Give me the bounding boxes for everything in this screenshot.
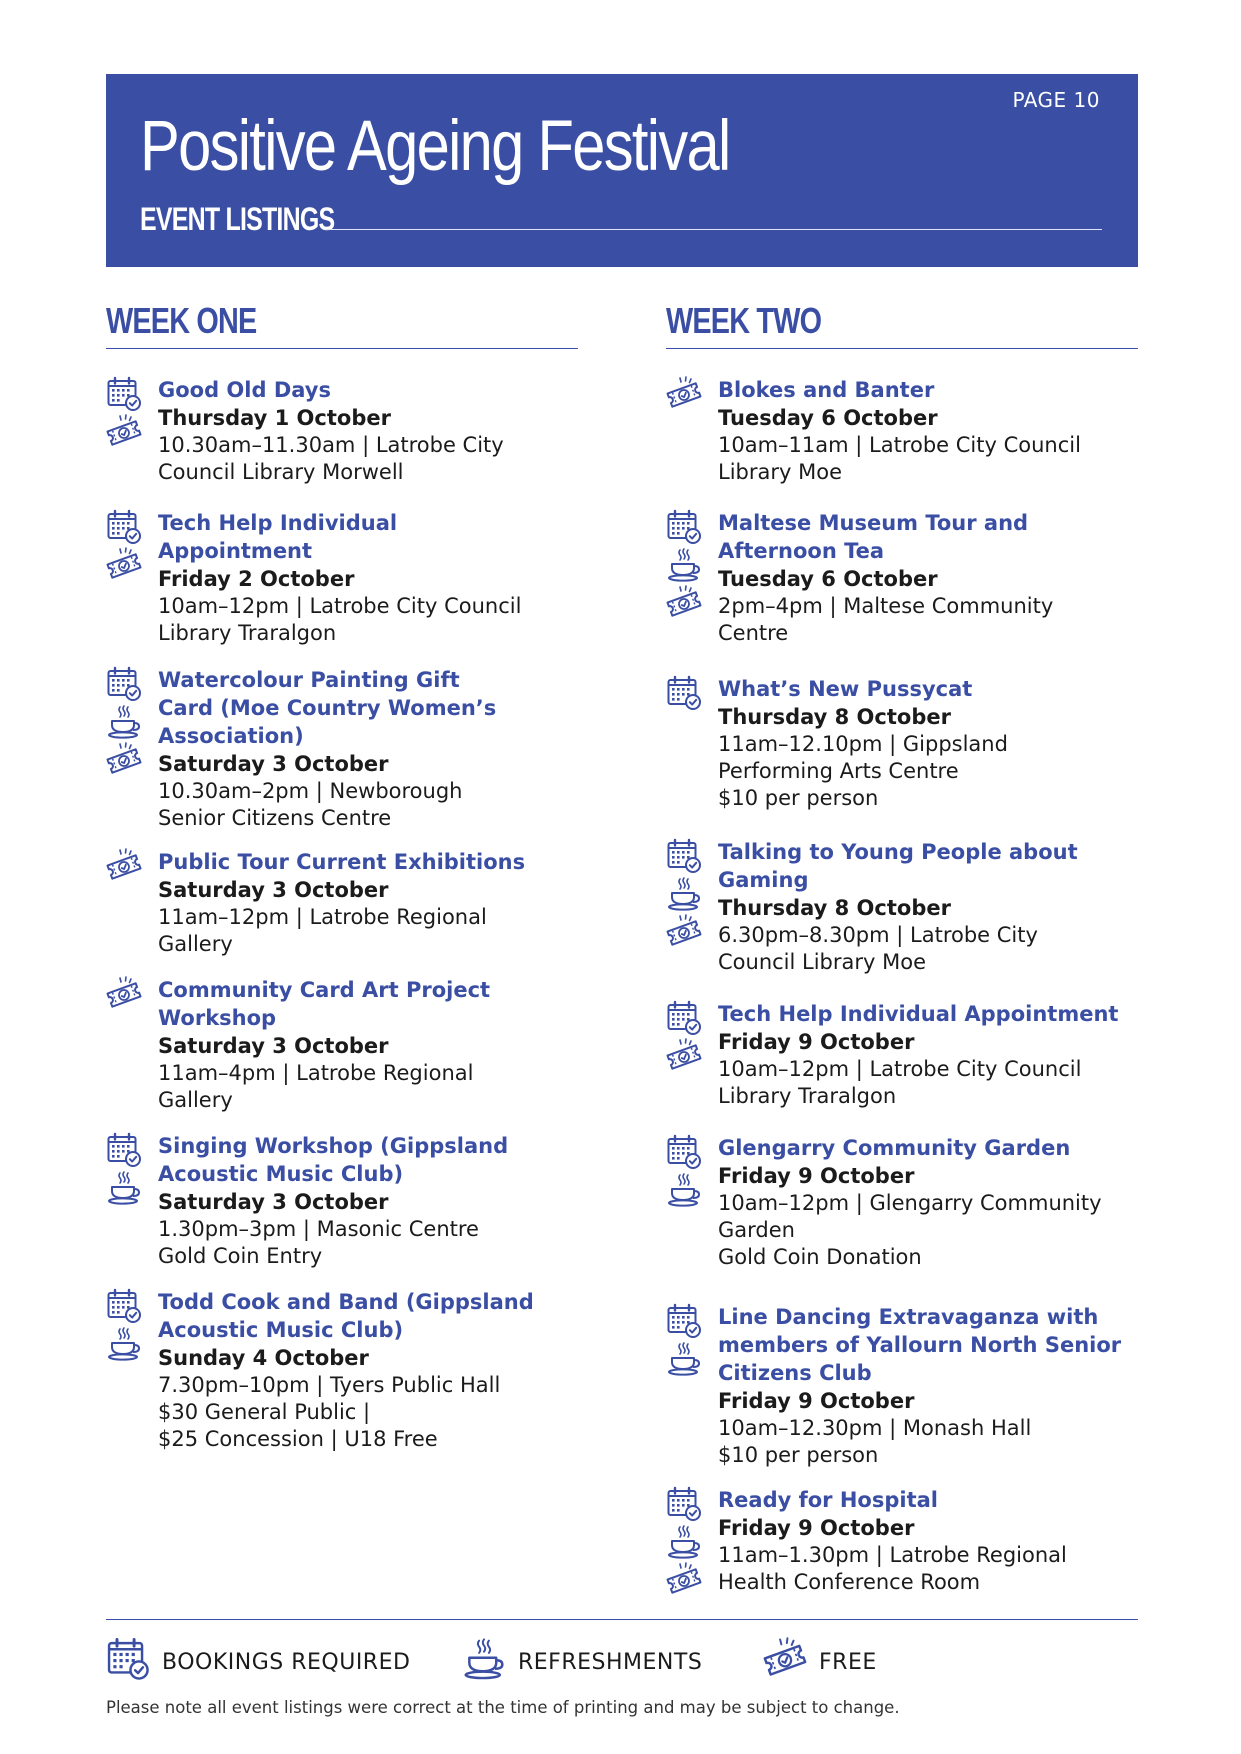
event-detail: 10am–12.30pm | Monash Hall — [718, 1416, 1032, 1440]
event-title — [718, 675, 1148, 703]
ticket-icon — [666, 1562, 710, 1598]
event-detail: Council Library Morwell — [158, 460, 404, 484]
event-title-line: Afternoon Tea — [718, 539, 885, 563]
event-icons — [666, 838, 710, 952]
event-body — [158, 976, 588, 1114]
event-date: Saturday 3 October — [158, 752, 389, 776]
event-detail: 1.30pm–3pm | Masonic Centre — [158, 1217, 479, 1241]
ticket-icon — [666, 914, 710, 950]
event-detail: 7.30pm–10pm | Tyers Public Hall — [158, 1373, 501, 1397]
event-detail: 10am–12pm | Glengarry Community — [718, 1191, 1102, 1215]
ticket-icon — [666, 585, 710, 621]
event-title — [718, 838, 1148, 894]
event-title-line: Ready for Hospital — [718, 1488, 938, 1512]
event-detail: Library Traralgon — [158, 621, 337, 645]
event-body — [718, 376, 1148, 486]
legend-bookings-label: BOOKINGS REQUIRED — [162, 1649, 411, 1675]
event-title — [718, 1486, 1148, 1514]
event-title-line: members of Yallourn North Senior — [718, 1333, 1122, 1357]
calendar-check-icon — [106, 666, 150, 702]
event-body — [718, 1486, 1148, 1596]
event-title-line: Tech Help Individual — [158, 511, 398, 535]
event-title-line: Glengarry Community Garden — [718, 1136, 1071, 1160]
ticket-icon — [666, 1038, 710, 1074]
calendar-check-icon — [666, 1486, 710, 1522]
week-two-rule — [666, 348, 1138, 349]
header-banner — [106, 74, 1138, 267]
event-detail: $10 per person — [718, 1443, 879, 1467]
event-detail: 10.30am–2pm | Newborough — [158, 779, 463, 803]
ticket-icon — [106, 414, 150, 450]
event-title — [158, 509, 588, 565]
event-date: Friday 2 October — [158, 567, 355, 591]
event-title-line: Maltese Museum Tour and — [718, 511, 1029, 535]
event-detail: Council Library Moe — [718, 950, 927, 974]
event-detail: 11am–1.30pm | Latrobe Regional — [718, 1543, 1067, 1567]
event-body — [718, 838, 1148, 976]
page-title: Positive Ageing Festival — [140, 107, 730, 186]
calendar-check-icon — [106, 1132, 150, 1168]
event-title — [718, 1000, 1148, 1028]
ticket-icon — [666, 376, 710, 412]
event-icons — [666, 509, 710, 623]
event-date: Saturday 3 October — [158, 1190, 389, 1214]
legend-free — [763, 1637, 877, 1687]
event-title-line: Acoustic Music Club) — [158, 1162, 404, 1186]
event-detail: 10.30am–11.30am | Latrobe City — [158, 433, 504, 457]
event-icons — [106, 1288, 150, 1364]
event-date: Thursday 8 October — [718, 896, 951, 920]
event-title — [718, 376, 1148, 404]
event-date: Friday 9 October — [718, 1164, 915, 1188]
event-detail: Gold Coin Entry — [158, 1244, 323, 1268]
event-title-line: Good Old Days — [158, 378, 331, 402]
teacup-icon — [462, 1637, 506, 1687]
calendar-check-icon — [106, 376, 150, 412]
event-icons — [106, 666, 150, 780]
disclaimer-note: Please note all event listings were correct at the time of printing and may be subject to change. — [106, 1698, 900, 1717]
calendar-check-icon — [106, 1637, 150, 1687]
event-date: Saturday 3 October — [158, 1034, 389, 1058]
event-title — [718, 1134, 1148, 1162]
event-title-line: Singing Workshop (Gippsland — [158, 1134, 509, 1158]
ticket-icon — [763, 1637, 807, 1687]
teacup-icon — [106, 704, 150, 740]
event-body — [718, 675, 1148, 812]
footer-rule — [106, 1619, 1138, 1620]
event-title-line: Citizens Club — [718, 1361, 872, 1385]
event-date: Friday 9 October — [718, 1389, 915, 1413]
event-title-line: Watercolour Painting Gift — [158, 668, 460, 692]
page-number: PAGE 10 — [1012, 88, 1100, 112]
event-title-line: Acoustic Music Club) — [158, 1318, 404, 1342]
event-date: Friday 9 October — [718, 1030, 915, 1054]
ticket-icon — [106, 848, 150, 884]
event-detail: Library Moe — [718, 460, 842, 484]
event-title-line: Todd Cook and Band (Gippsland — [158, 1290, 534, 1314]
calendar-check-icon — [106, 1288, 150, 1324]
ticket-icon — [106, 976, 150, 1012]
event-body — [158, 1288, 588, 1453]
event-body — [158, 666, 588, 832]
event-title-line: Line Dancing Extravaganza with — [718, 1305, 1099, 1329]
event-title — [718, 509, 1148, 565]
calendar-check-icon — [666, 838, 710, 874]
ticket-icon — [106, 742, 150, 778]
event-title — [158, 1288, 588, 1344]
event-detail: Garden — [718, 1218, 795, 1242]
event-detail: Senior Citizens Centre — [158, 806, 392, 830]
event-body — [158, 1132, 588, 1270]
event-icons — [106, 376, 150, 452]
event-body — [158, 509, 588, 647]
week-two-title: WEEK TWO — [666, 300, 822, 341]
event-title — [158, 666, 588, 750]
event-body — [718, 1134, 1148, 1271]
teacup-icon — [106, 1326, 150, 1362]
event-detail: Gold Coin Donation — [718, 1245, 922, 1269]
subtitle-rule — [326, 229, 1102, 230]
event-title-line: Community Card Art Project — [158, 978, 491, 1002]
event-title-line: Tech Help Individual Appointment — [718, 1002, 1119, 1026]
teacup-icon — [666, 1524, 710, 1560]
event-title-line: Talking to Young People about — [718, 840, 1078, 864]
event-detail: 11am–4pm | Latrobe Regional — [158, 1061, 474, 1085]
ticket-icon — [106, 547, 150, 583]
event-date: Tuesday 6 October — [718, 567, 938, 591]
legend-bookings — [106, 1637, 410, 1687]
event-body — [718, 1000, 1148, 1110]
calendar-check-icon — [106, 509, 150, 545]
event-date: Friday 9 October — [718, 1516, 915, 1540]
teacup-icon — [666, 1172, 710, 1208]
event-icons — [666, 1000, 710, 1076]
event-detail: Gallery — [158, 1088, 233, 1112]
event-date: Saturday 3 October — [158, 878, 389, 902]
teacup-icon — [106, 1170, 150, 1206]
event-icons — [106, 1132, 150, 1208]
event-detail: Health Conference Room — [718, 1570, 981, 1594]
event-detail: 11am–12.10pm | Gippsland — [718, 732, 1008, 756]
legend-refreshments-label: REFRESHMENTS — [518, 1649, 703, 1675]
event-detail: 2pm–4pm | Maltese Community — [718, 594, 1054, 618]
event-icons — [666, 1303, 710, 1379]
event-title-line: Workshop — [158, 1006, 277, 1030]
event-date: Tuesday 6 October — [718, 406, 938, 430]
teacup-icon — [666, 876, 710, 912]
calendar-check-icon — [666, 675, 710, 711]
event-body — [158, 376, 588, 486]
legend-refreshments — [462, 1637, 702, 1687]
event-detail: Gallery — [158, 932, 233, 956]
event-detail: 6.30pm–8.30pm | Latrobe City — [718, 923, 1038, 947]
event-title-line: Blokes and Banter — [718, 378, 935, 402]
week-two-column — [666, 300, 1138, 1594]
event-title — [158, 976, 588, 1032]
event-detail: Performing Arts Centre — [718, 759, 959, 783]
event-body — [718, 1303, 1148, 1469]
event-title-line: Appointment — [158, 539, 313, 563]
event-detail: 10am–12pm | Latrobe City Council — [158, 594, 522, 618]
calendar-check-icon — [666, 1134, 710, 1170]
event-title — [718, 1303, 1148, 1387]
event-detail: $10 per person — [718, 786, 879, 810]
week-one-rule — [106, 348, 578, 349]
event-icons — [666, 675, 710, 713]
event-date: Thursday 8 October — [718, 705, 951, 729]
event-detail: $25 Concession | U18 Free — [158, 1427, 438, 1451]
calendar-check-icon — [666, 1303, 710, 1339]
event-detail: Centre — [718, 621, 789, 645]
calendar-check-icon — [666, 1000, 710, 1036]
event-title-line: Association) — [158, 724, 304, 748]
event-title — [158, 376, 588, 404]
event-title-line: Public Tour Current Exhibitions — [158, 850, 526, 874]
teacup-icon — [666, 547, 710, 583]
section-subtitle: EVENT LISTINGS — [140, 201, 335, 237]
event-detail: Library Traralgon — [718, 1084, 897, 1108]
week-one-title: WEEK ONE — [106, 300, 257, 341]
legend-free-label: FREE — [819, 1649, 877, 1675]
event-icons — [666, 1486, 710, 1600]
event-detail: 10am–12pm | Latrobe City Council — [718, 1057, 1082, 1081]
event-date: Thursday 1 October — [158, 406, 391, 430]
event-title — [158, 1132, 588, 1188]
calendar-check-icon — [666, 509, 710, 545]
event-body — [718, 509, 1148, 647]
event-body — [158, 848, 588, 958]
event-title-line: Gaming — [718, 868, 809, 892]
event-title-line: Card (Moe Country Women’s — [158, 696, 497, 720]
event-date: Sunday 4 October — [158, 1346, 369, 1370]
week-one-column — [106, 300, 578, 1451]
event-title — [158, 848, 588, 876]
event-detail: 10am–11am | Latrobe City Council — [718, 433, 1081, 457]
event-detail: 11am–12pm | Latrobe Regional — [158, 905, 487, 929]
event-title-line: What’s New Pussycat — [718, 677, 973, 701]
event-icons — [106, 848, 150, 886]
event-icons — [106, 976, 150, 1014]
event-detail: $30 General Public | — [158, 1400, 371, 1424]
teacup-icon — [666, 1341, 710, 1377]
event-icons — [106, 509, 150, 585]
event-icons — [666, 376, 710, 414]
event-icons — [666, 1134, 710, 1210]
